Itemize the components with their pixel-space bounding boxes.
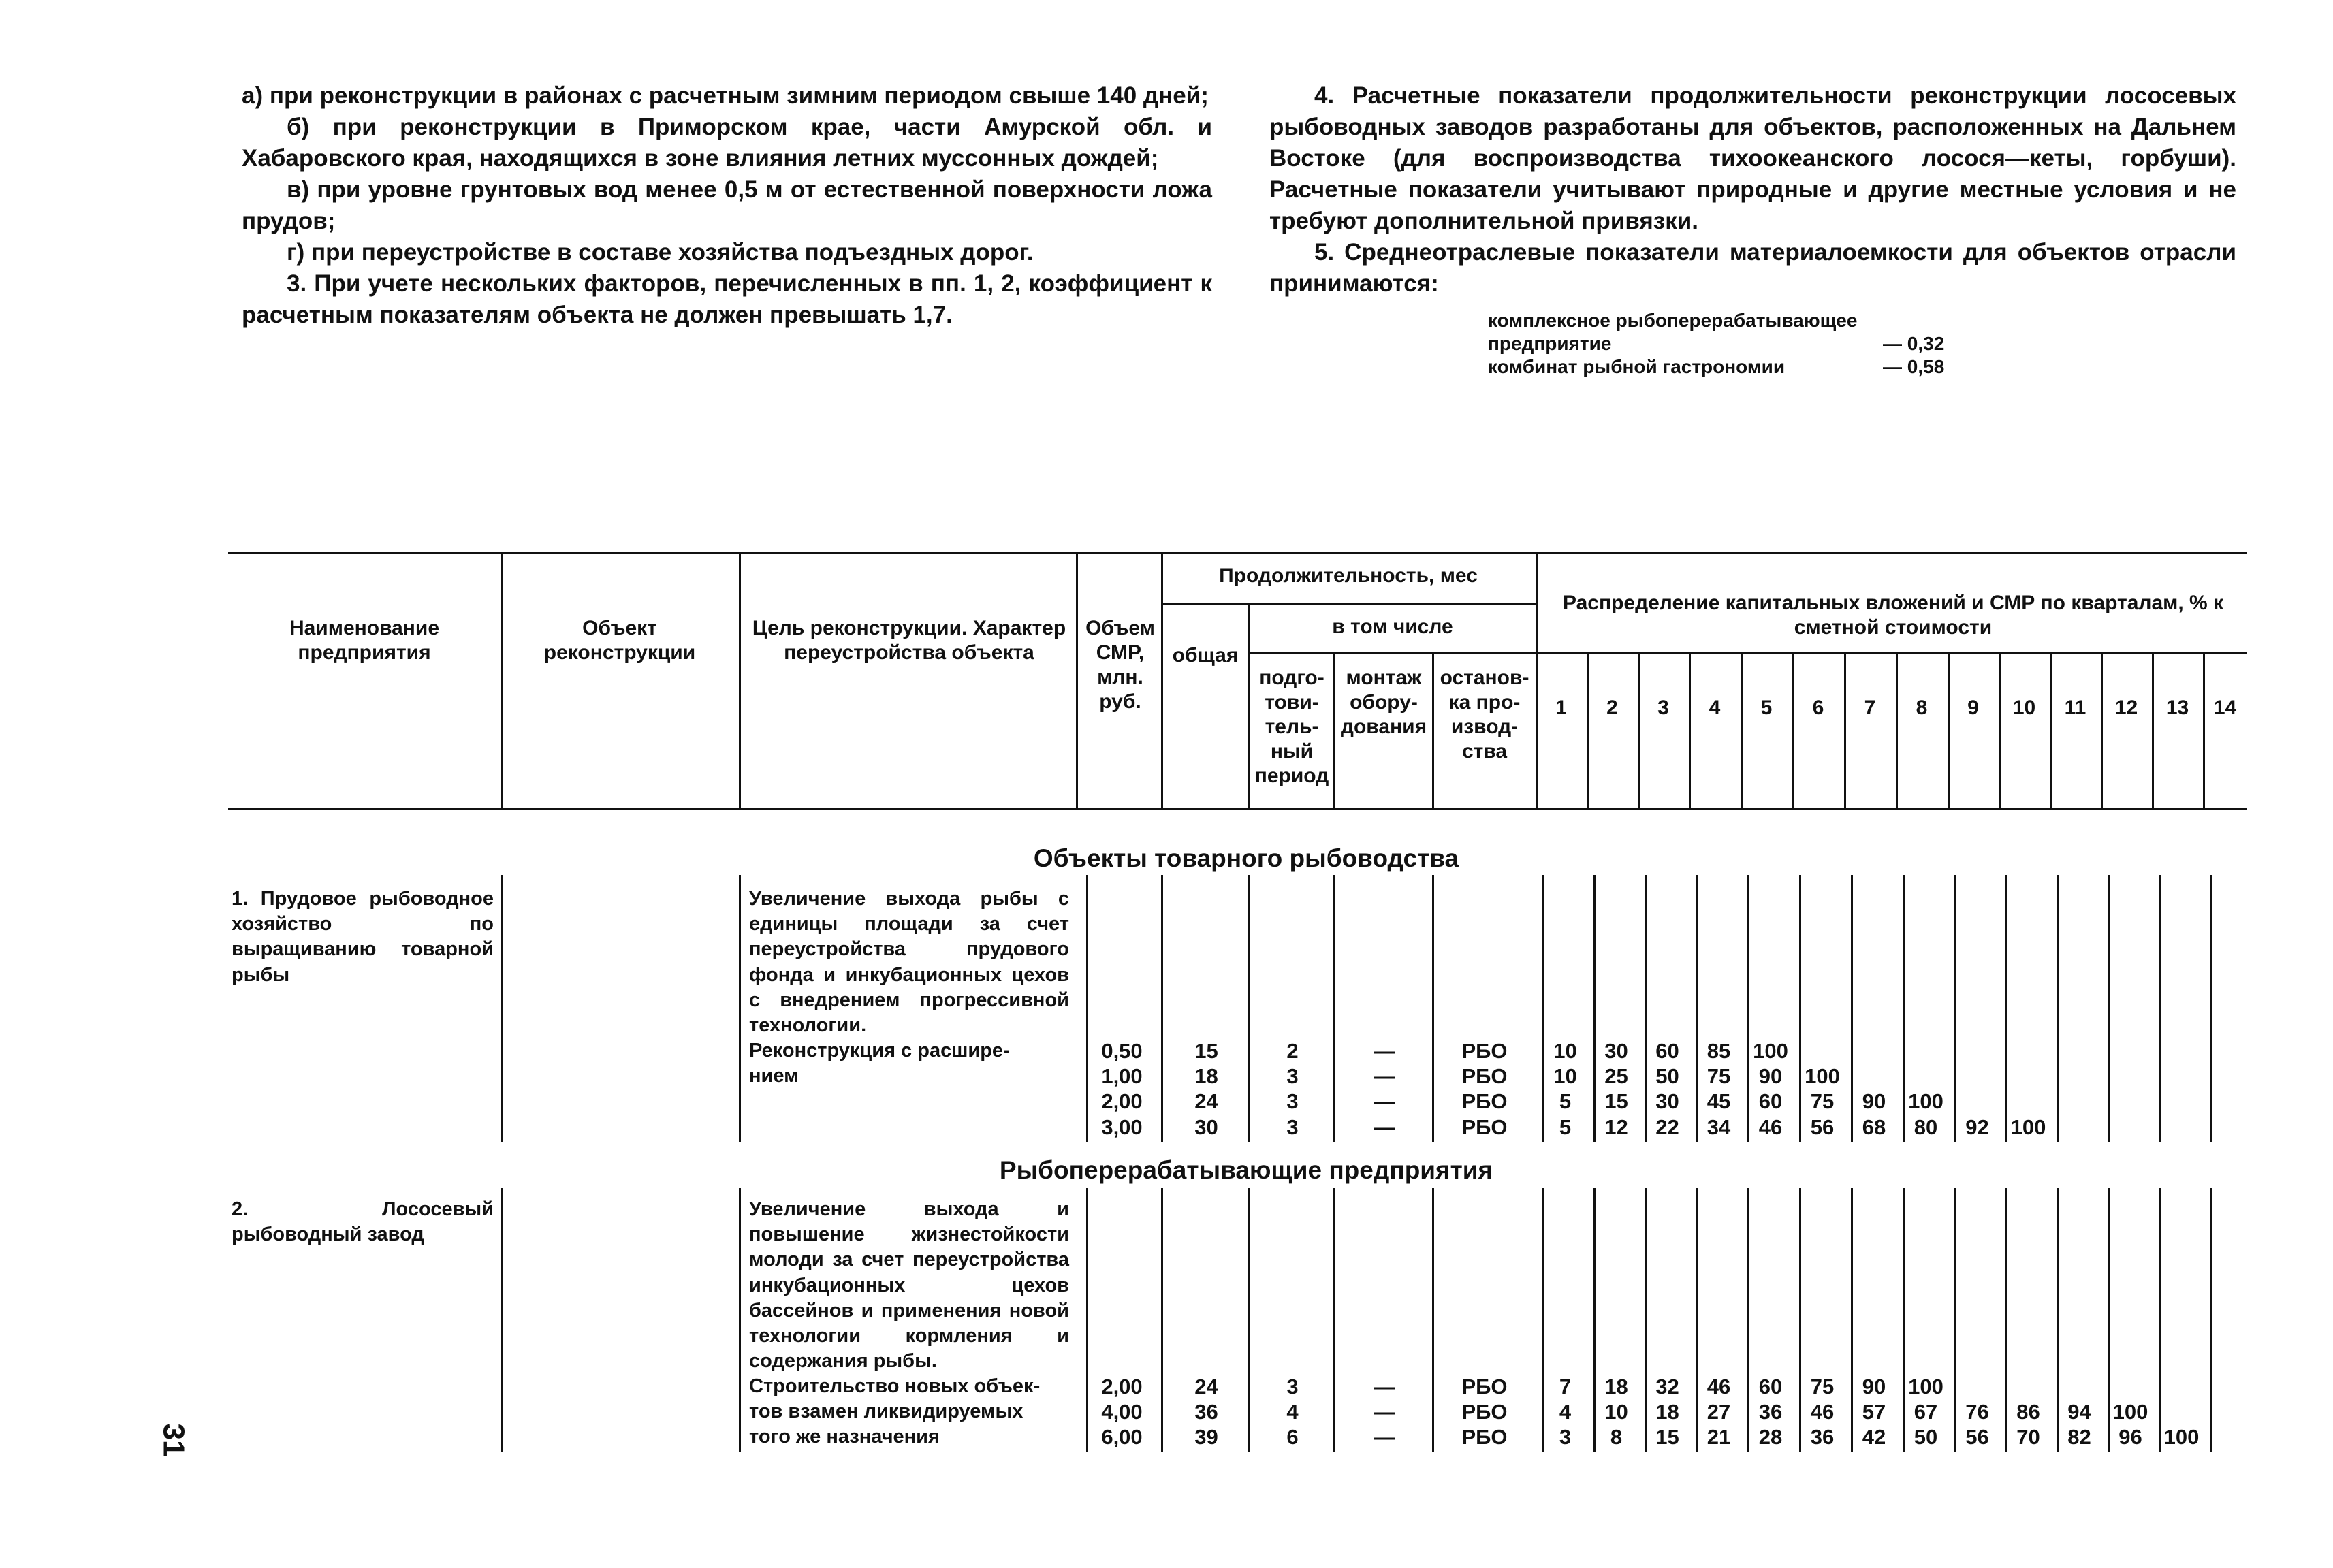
quarter-percent-cell: 36: [1758, 1400, 1783, 1424]
total-duration-cell: 36: [1194, 1400, 1218, 1424]
quarter-number-header: 3: [1657, 697, 1669, 719]
column-rule: [1161, 1188, 1163, 1452]
column-rule: [1954, 875, 1956, 1142]
col-volume-header: Объем СМР, млн. руб.: [1085, 617, 1155, 713]
total-duration-cell: 24: [1194, 1375, 1218, 1398]
column-rule: [1432, 1188, 1434, 1452]
mounting-cell: —: [1374, 1064, 1395, 1089]
column-rule: [1161, 875, 1163, 1142]
header-top-rule: [228, 552, 2247, 554]
enterprise-goal: Увеличение выхода и повышение жизнестойкости молоди за счет переустройства инкубационных цехов бассейнов и применения новой технологии кормления и содержания рыбы.: [749, 1198, 1069, 1373]
column-rule: [2005, 875, 2007, 1142]
column-rule: [1248, 1188, 1250, 1452]
quarter-percent-cell: 56: [1965, 1425, 1989, 1450]
material-intensity-list: [1488, 309, 1944, 379]
quarter-number-header: 4: [1709, 697, 1721, 719]
quarter-divider: [1638, 652, 1640, 810]
column-rule: [1432, 875, 1434, 1142]
quarter-percent-cell: 90: [1862, 1089, 1886, 1114]
construction-type-line: тов взамен ликвидируемых: [749, 1401, 1023, 1422]
quarter-percent-cell: 50: [1914, 1425, 1938, 1450]
quarter-number-header: 9: [1967, 697, 1979, 719]
header-divider: [1432, 652, 1434, 810]
paragraph-3: 3. При учете нескольких факторов, перечисленных в пп. 1, 2, коэффициент к расчетным показателям объекта не должен превышать 1,7.: [242, 270, 1212, 328]
prep-period-cell: 3: [1286, 1064, 1299, 1089]
volume-cell: 4,00: [1101, 1400, 1143, 1424]
volume-cell: 0,50: [1101, 1039, 1143, 1063]
volume-cell: 6,00: [1101, 1425, 1143, 1450]
quarter-percent-cell: 70: [2016, 1425, 2040, 1450]
prep-period-cell: 3: [1286, 1115, 1299, 1139]
construction-type-line: Строительство новых объек-: [749, 1375, 1041, 1397]
quarter-percent-cell: 10: [1553, 1064, 1577, 1089]
quarter-percent-cell: 90: [1758, 1064, 1783, 1089]
quarter-percent-cell: 100: [1805, 1064, 1840, 1089]
quarter-number-header: 8: [1916, 697, 1928, 719]
quarter-number-header: 2: [1606, 697, 1618, 719]
prep-period-cell: 3: [1286, 1089, 1299, 1114]
material-line-2: предприятие: [1488, 333, 1612, 354]
column-rule: [739, 875, 741, 1142]
column-rule: [1333, 1188, 1335, 1452]
quarter-number-header: 12: [2114, 697, 2138, 719]
quarter-percent-cell: 100: [2010, 1115, 2046, 1139]
right-text-column: [1269, 80, 2236, 300]
volume-cell: 2,00: [1101, 1375, 1143, 1398]
col-stop-header: останов- ка про- извод- ства: [1440, 667, 1529, 763]
quarter-percent-cell: 25: [1604, 1064, 1628, 1089]
col-distribution-header: Распределение капитальных вложений и СМР по кварталам, % к сметной стоимости: [1562, 592, 2224, 639]
quarter-percent-cell: 34: [1707, 1115, 1731, 1139]
quarter-divider: [1587, 652, 1589, 810]
quarter-percent-cell: 42: [1862, 1425, 1886, 1450]
quarter-percent-cell: 30: [1655, 1089, 1679, 1114]
material-line-3: комбинат рыбной гастрономии: [1488, 356, 1786, 377]
material-value-2: — 0,58: [1883, 356, 1945, 377]
material-value-1: — 0,32: [1883, 333, 1945, 354]
paragraph-4: 4. Расчетные показатели продолжительности реконструкции лососевых рыбоводных заводов разработаны для объектов, расположенных на Дальнем Востоке (для воспроизводства тихоокеанского лосося—кеты, горбуши). Расчетные показатели учитывают природные и другие местные условия и не требуют дополнительной привязки.: [1269, 82, 2236, 234]
section-title: Объекты товарного рыбоводства: [1033, 844, 1459, 872]
header-divider: [1076, 552, 1078, 810]
quarter-percent-cell: 80: [1914, 1115, 1938, 1139]
volume-cell: 1,00: [1101, 1064, 1143, 1089]
quarter-percent-cell: 22: [1655, 1115, 1679, 1139]
quarter-percent-cell: 100: [1908, 1375, 1943, 1398]
col-name-header: Наименование предприятия: [289, 617, 440, 664]
col-goal-header: Цель реконструкции. Характер переустройства объекта: [752, 617, 1066, 664]
paragraph-a: а) при реконструкции в районах с расчетным зимним периодом свыше 140 дней;: [242, 82, 1209, 109]
col-total-header: общая: [1172, 644, 1239, 667]
quarter-divider: [1896, 652, 1898, 810]
quarter-divider: [1999, 652, 2001, 810]
stop-production-cell: РБО: [1461, 1375, 1508, 1398]
quarter-percent-cell: 60: [1758, 1089, 1783, 1114]
quarter-percent-cell: 32: [1655, 1375, 1679, 1398]
quarter-percent-cell: 45: [1707, 1089, 1731, 1114]
quarter-number-header: 14: [2213, 697, 2237, 719]
quarter-divider: [1844, 652, 1846, 810]
quarter-percent-cell: 50: [1655, 1064, 1679, 1089]
header-divider: [1333, 652, 1335, 810]
col-mount-header: монтаж обору- дования: [1340, 667, 1427, 738]
quarter-percent-cell: 3: [1559, 1425, 1572, 1450]
column-rule: [1333, 875, 1335, 1142]
quarter-percent-cell: 18: [1655, 1400, 1679, 1424]
enterprise-name: 2. Лососевый рыбоводный завод: [232, 1198, 494, 1246]
mounting-cell: —: [1374, 1375, 1395, 1398]
quarter-percent-cell: 85: [1707, 1039, 1731, 1063]
stop-production-cell: РБО: [1461, 1425, 1508, 1450]
paragraph-c: в) при уровне грунтовых вод менее 0,5 м от естественной поверхности ложа прудов;: [242, 176, 1212, 234]
quarter-number-header: 11: [2064, 697, 2086, 719]
quarter-percent-cell: 96: [2118, 1425, 2142, 1450]
mounting-cell: —: [1374, 1425, 1395, 1450]
quarter-percent-cell: 92: [1965, 1115, 1989, 1139]
quarter-percent-cell: 56: [1810, 1115, 1835, 1139]
column-rule: [2057, 875, 2059, 1142]
header-divider: [1161, 552, 1163, 810]
total-duration-cell: 15: [1194, 1039, 1218, 1063]
quarter-percent-cell: 60: [1655, 1039, 1679, 1063]
quarter-percent-cell: 60: [1758, 1375, 1783, 1398]
quarter-number-header: 1: [1555, 697, 1567, 719]
quarter-percent-cell: 90: [1862, 1375, 1886, 1398]
stop-production-cell: РБО: [1461, 1115, 1508, 1139]
quarter-percent-cell: 10: [1553, 1039, 1577, 1063]
quarter-percent-cell: 18: [1604, 1375, 1628, 1398]
volume-cell: 3,00: [1101, 1115, 1143, 1139]
quarter-percent-cell: 12: [1604, 1115, 1628, 1139]
quarter-percent-cell: 57: [1862, 1400, 1886, 1424]
quarter-percent-cell: 4: [1559, 1400, 1572, 1424]
quarter-number-header: 10: [2012, 697, 2036, 719]
section-title: Рыбоперерабатывающие предприятия: [999, 1156, 1493, 1184]
quarter-percent-cell: 46: [1707, 1375, 1731, 1398]
reconstruction-type-line: Реконструкция с расшире-: [749, 1040, 1010, 1061]
quarter-divider: [2101, 652, 2103, 810]
column-rule: [2159, 1188, 2161, 1452]
header-divider: [1248, 603, 1250, 810]
header-divider: [1536, 552, 1538, 810]
stop-production-cell: РБО: [1461, 1400, 1508, 1424]
page-number: 31: [157, 1423, 191, 1457]
quarter-divider: [1792, 652, 1794, 810]
quarter-percent-cell: 75: [1810, 1089, 1835, 1114]
quarter-percent-cell: 15: [1604, 1089, 1628, 1114]
material-line-1: комплексное рыбоперерабатывающее: [1488, 310, 1858, 331]
column-rule: [1248, 875, 1250, 1142]
quarter-percent-cell: 8: [1610, 1425, 1623, 1450]
prep-period-cell: 6: [1286, 1425, 1299, 1450]
quarter-percent-cell: 100: [2163, 1425, 2200, 1450]
quarter-number-header: 7: [1864, 697, 1876, 719]
mounting-cell: —: [1374, 1115, 1395, 1139]
mounting-cell: —: [1374, 1039, 1395, 1063]
total-duration-cell: 30: [1194, 1115, 1218, 1139]
column-rule: [501, 875, 503, 1142]
quarter-percent-cell: 30: [1604, 1039, 1628, 1063]
col-duration-header: Продолжительность, мес: [1219, 564, 1478, 587]
stop-production-cell: РБО: [1461, 1089, 1508, 1114]
quarter-percent-cell: 21: [1707, 1425, 1731, 1450]
quarter-percent-cell: 46: [1810, 1400, 1835, 1424]
header-divider: [739, 552, 741, 810]
header-hline: [1536, 652, 2247, 654]
enterprise-goal: Увеличение выхода рыбы с единицы площади за счет переустройства прудового фонда и инкубационных цехов с внедрением прогрессивной технологии.: [749, 888, 1069, 1037]
prep-period-cell: 4: [1286, 1400, 1299, 1424]
paragraph-b: б) при реконструкции в Приморском крае, части Амурской обл. и Хабаровского края, находящихся в зоне влияния летних муссонных дождей;: [242, 114, 1212, 172]
total-duration-cell: 18: [1194, 1064, 1218, 1089]
quarter-divider: [1689, 652, 1691, 810]
mounting-cell: —: [1374, 1089, 1395, 1114]
quarter-percent-cell: 100: [1908, 1089, 1943, 1114]
quarter-percent-cell: 82: [2067, 1425, 2091, 1450]
quarter-percent-cell: 75: [1707, 1064, 1731, 1089]
quarter-percent-cell: 27: [1707, 1400, 1731, 1424]
header-hline: [1161, 603, 1536, 605]
column-rule: [2210, 875, 2212, 1142]
construction-type-line: того же назначения: [749, 1426, 940, 1447]
quarter-divider: [2050, 652, 2052, 810]
quarter-percent-cell: 75: [1810, 1375, 1835, 1398]
prep-period-cell: 3: [1286, 1375, 1299, 1398]
quarter-number-header: 6: [1812, 697, 1824, 719]
quarter-percent-cell: 5: [1559, 1089, 1572, 1114]
column-rule: [501, 1188, 503, 1452]
quarter-divider: [2152, 652, 2154, 810]
header-divider: [501, 552, 503, 810]
col-including-header: в том числе: [1332, 615, 1453, 638]
paragraph-d: г) при переустройстве в составе хозяйства подъездных дорог.: [287, 239, 1034, 266]
header-hline: [1250, 652, 1536, 654]
column-rule: [2210, 1188, 2212, 1452]
paragraph-5: 5. Среднеотраслевые показатели материалоемкости для объектов отрасли принимаются:: [1269, 239, 2236, 297]
quarter-divider: [2203, 652, 2205, 810]
total-duration-cell: 39: [1194, 1425, 1218, 1450]
quarter-number-header: 5: [1760, 697, 1773, 719]
quarter-percent-cell: 94: [2067, 1400, 2091, 1424]
quarter-percent-cell: 5: [1559, 1115, 1572, 1139]
stop-production-cell: РБО: [1461, 1064, 1508, 1089]
total-duration-cell: 24: [1194, 1089, 1218, 1114]
quarter-divider: [1741, 652, 1743, 810]
column-rule: [2159, 875, 2161, 1142]
column-rule: [739, 1188, 741, 1452]
quarter-percent-cell: 68: [1862, 1115, 1886, 1139]
enterprise-name: 1. Прудовое рыбоводное хозяйство по выращиванию товарной рыбы: [232, 888, 494, 986]
quarter-percent-cell: 86: [2016, 1400, 2040, 1424]
stop-production-cell: РБО: [1461, 1039, 1508, 1063]
quarter-percent-cell: 100: [2112, 1400, 2148, 1424]
quarter-percent-cell: 67: [1914, 1400, 1938, 1424]
header-bottom-rule: [228, 808, 2247, 810]
quarter-percent-cell: 100: [1753, 1039, 1788, 1063]
quarter-percent-cell: 36: [1810, 1425, 1835, 1450]
col-prep-header: подго- тови- тель- ный период: [1254, 667, 1329, 787]
quarter-number-header: 13: [2165, 697, 2189, 719]
col-object-header: Объект реконструкции: [543, 617, 696, 664]
volume-cell: 2,00: [1101, 1089, 1143, 1114]
column-rule: [2108, 875, 2110, 1142]
left-text-column: [242, 80, 1212, 331]
mounting-cell: —: [1374, 1400, 1395, 1424]
quarter-percent-cell: 76: [1965, 1400, 1989, 1424]
quarter-divider: [1948, 652, 1950, 810]
quarter-percent-cell: 28: [1758, 1425, 1783, 1450]
quarter-percent-cell: 46: [1758, 1115, 1783, 1139]
reconstruction-type-line: нием: [749, 1065, 799, 1087]
prep-period-cell: 2: [1286, 1039, 1299, 1063]
quarter-percent-cell: 10: [1604, 1400, 1628, 1424]
quarter-percent-cell: 7: [1559, 1375, 1572, 1398]
quarter-percent-cell: 15: [1655, 1425, 1679, 1450]
